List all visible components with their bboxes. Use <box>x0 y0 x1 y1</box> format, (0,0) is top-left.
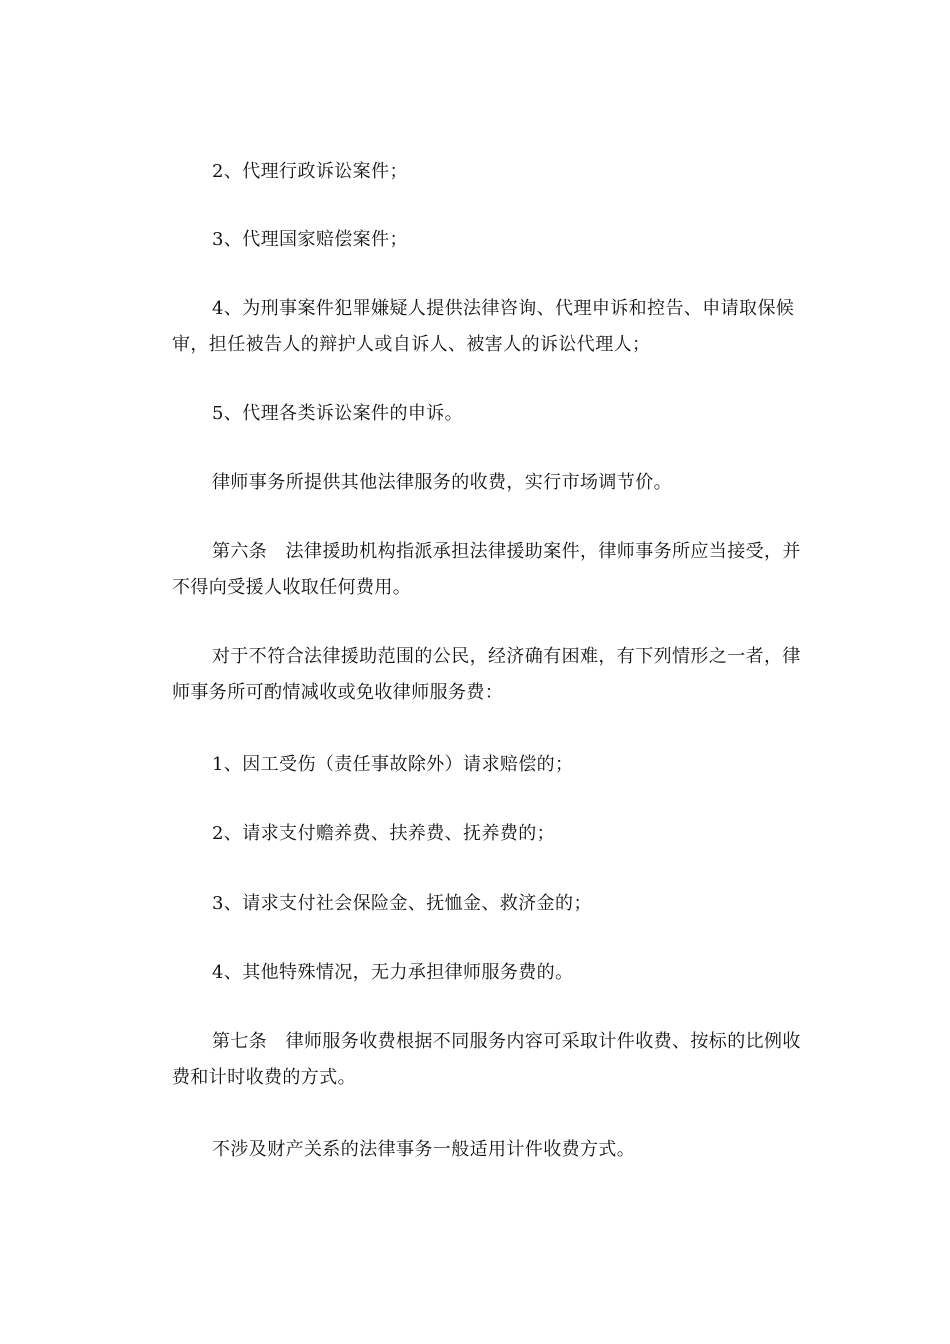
paragraph: 3、代理国家赔偿案件； <box>212 229 408 250</box>
paragraph: 2、代理行政诉讼案件； <box>212 161 408 182</box>
paragraph: 第七条 律师服务收费根据不同服务内容可采取计件收费、按标的比例收费和计时收费的方式。 <box>172 1031 801 1088</box>
paragraph: 4、其他特殊情况，无力承担律师服务费的。 <box>212 962 574 983</box>
paragraph: 2、请求支付赡养费、扶养费、抚养费的； <box>212 823 556 844</box>
paragraph: 对于不符合法律援助范围的公民，经济确有困难，有下列情形之一者，律师事务所可酌情减收或免收律师服务费： <box>172 646 801 703</box>
paragraph: 5、代理各类诉讼案件的申诉。 <box>212 403 464 424</box>
paragraph: 第六条 法律援助机构指派承担法律援助案件，律师事务所应当接受，并不得向受援人收取任何费用。 <box>172 541 801 598</box>
paragraph: 律师事务所提供其他法律服务的收费，实行市场调节价。 <box>212 472 672 493</box>
paragraph: 不涉及财产关系的法律事务一般适用计件收费方式。 <box>212 1139 636 1160</box>
paragraph: 3、请求支付社会保险金、抚恤金、救济金的； <box>212 893 592 914</box>
paragraph: 4、为刑事案件犯罪嫌疑人提供法律咨询、代理申诉和控告、申请取保候审，担任被告人的辩护人或自诉人、被害人的诉讼代理人； <box>172 298 795 355</box>
paragraph: 1、因工受伤（责任事故除外）请求赔偿的； <box>212 754 574 775</box>
